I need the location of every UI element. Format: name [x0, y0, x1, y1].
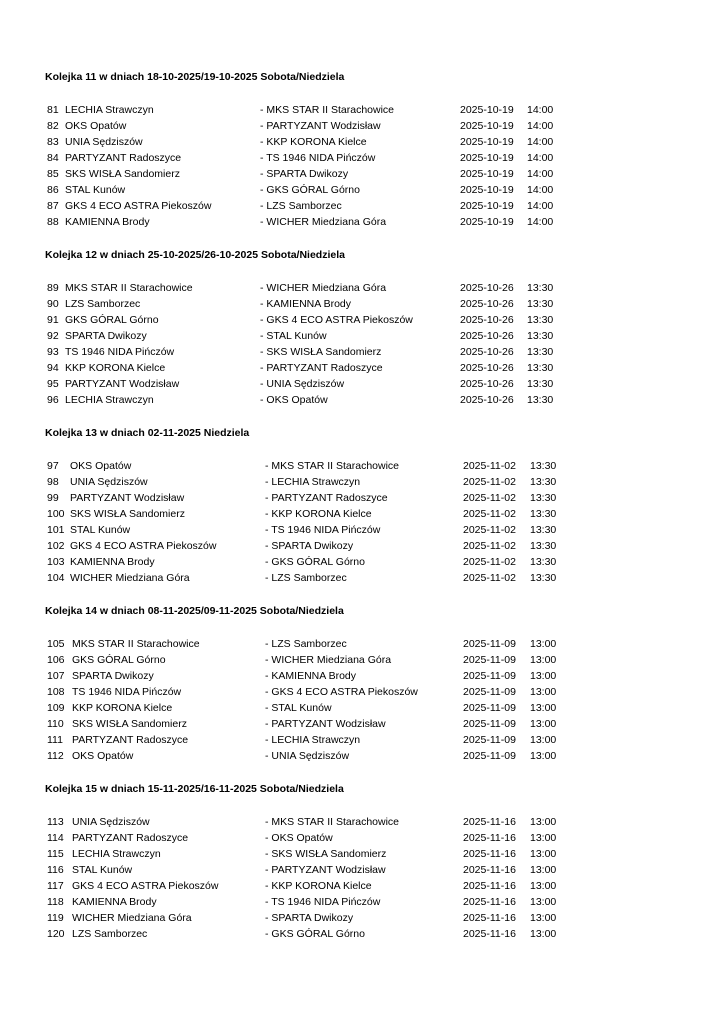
match-date: 2025-11-16	[463, 880, 516, 892]
match-row	[0, 700, 724, 716]
match-number: 112	[47, 750, 64, 762]
match-date: 2025-11-02	[463, 508, 516, 520]
match-time: 13:00	[530, 896, 557, 908]
home-team: WICHER Miedziana Góra	[70, 572, 190, 584]
match-date: 2025-10-19	[460, 104, 514, 116]
home-team: TS 1946 NIDA Pińczów	[65, 346, 175, 358]
away-team: - KKP KORONA Kielce	[260, 136, 367, 148]
home-team: KAMIENNA Brody	[70, 556, 155, 568]
match-row	[0, 522, 724, 538]
match-row	[0, 214, 724, 230]
match-date: 2025-10-26	[460, 298, 514, 310]
match-row	[0, 296, 724, 312]
match-time: 13:00	[530, 848, 557, 860]
away-team: - WICHER Miedziana Góra	[260, 282, 387, 294]
away-team: - STAL Kunów	[265, 702, 332, 714]
away-team: - LZS Samborzec	[260, 200, 342, 212]
match-time: 13:30	[530, 524, 557, 536]
home-team: STAL Kunów	[72, 864, 133, 876]
match-number: 101	[47, 524, 65, 536]
home-team: KKP KORONA Kielce	[65, 362, 166, 374]
away-team: - TS 1946 NIDA Pińczów	[260, 152, 376, 164]
match-row	[0, 150, 724, 166]
away-team: - LZS Samborzec	[265, 638, 347, 650]
away-team: - PARTYZANT Wodzisław	[260, 120, 381, 132]
match-row	[0, 570, 724, 586]
home-team: UNIA Sędziszów	[72, 816, 150, 828]
away-team: - LECHIA Strawczyn	[265, 476, 361, 488]
home-team: KAMIENNA Brody	[72, 896, 157, 908]
match-time: 13:30	[527, 282, 554, 294]
match-time: 13:30	[530, 492, 557, 504]
match-row	[0, 376, 724, 392]
home-team: UNIA Sędziszów	[65, 136, 143, 148]
round-title: Kolejka 13 w dniach 02-11-2025 Niedziela	[45, 427, 250, 439]
match-date: 2025-11-16	[463, 816, 516, 828]
home-team: PARTYZANT Radoszyce	[72, 734, 189, 746]
match-date: 2025-11-09	[463, 654, 516, 666]
match-date: 2025-10-26	[460, 282, 514, 294]
home-team: GKS 4 ECO ASTRA Piekoszów	[72, 880, 219, 892]
home-team: GKS 4 ECO ASTRA Piekoszów	[65, 200, 212, 212]
match-time: 13:00	[530, 638, 557, 650]
match-time: 13:00	[530, 750, 557, 762]
match-row	[0, 926, 724, 942]
home-team: GKS 4 ECO ASTRA Piekoszów	[70, 540, 217, 552]
match-date: 2025-10-19	[460, 168, 514, 180]
match-number: 110	[47, 718, 64, 730]
match-time: 13:30	[527, 378, 554, 390]
away-team: - PARTYZANT Radoszyce	[265, 492, 388, 504]
match-time: 14:00	[527, 168, 554, 180]
match-number: 86	[47, 184, 59, 196]
match-date: 2025-10-19	[460, 120, 514, 132]
match-time: 14:00	[527, 200, 554, 212]
match-date: 2025-10-19	[460, 216, 514, 228]
match-row	[0, 102, 724, 118]
match-row	[0, 554, 724, 570]
match-date: 2025-11-02	[463, 540, 516, 552]
match-number: 106	[47, 654, 65, 666]
away-team: - GKS GÓRAL Górno	[265, 556, 365, 568]
away-team: - PARTYZANT Wodzisław	[265, 864, 386, 876]
match-number: 97	[47, 460, 59, 472]
match-number: 96	[47, 394, 59, 406]
match-row	[0, 814, 724, 830]
match-row	[0, 830, 724, 846]
away-team: - UNIA Sędziszów	[265, 750, 350, 762]
match-date: 2025-10-19	[460, 152, 514, 164]
match-number: 113	[47, 816, 64, 828]
match-time: 13:30	[527, 298, 554, 310]
home-team: PARTYZANT Radoszyce	[72, 832, 189, 844]
match-number: 120	[47, 928, 65, 940]
match-time: 13:30	[527, 346, 554, 358]
match-date: 2025-10-19	[460, 200, 514, 212]
home-team: PARTYZANT Radoszyce	[65, 152, 182, 164]
match-number: 85	[47, 168, 59, 180]
match-date: 2025-11-16	[463, 864, 516, 876]
match-number: 91	[47, 314, 59, 326]
match-time: 13:30	[527, 394, 554, 406]
match-number: 107	[47, 670, 65, 682]
home-team: OKS Opatów	[72, 750, 134, 762]
match-time: 13:00	[530, 912, 557, 924]
match-number: 103	[47, 556, 65, 568]
home-team: LZS Samborzec	[72, 928, 148, 940]
home-team: LECHIA Strawczyn	[72, 848, 161, 860]
away-team: - UNIA Sędziszów	[260, 378, 345, 390]
match-date: 2025-11-09	[463, 686, 516, 698]
match-row	[0, 360, 724, 376]
home-team: SKS WISŁA Sandomierz	[72, 718, 187, 730]
match-number: 111	[47, 734, 63, 746]
match-time: 13:30	[530, 476, 557, 488]
match-time: 13:00	[530, 654, 557, 666]
away-team: - MKS STAR II Starachowice	[260, 104, 395, 116]
match-time: 13:30	[527, 330, 554, 342]
home-team: SKS WISŁA Sandomierz	[65, 168, 180, 180]
match-number: 90	[47, 298, 59, 310]
round-title: Kolejka 14 w dniach 08-11-2025/09-11-2025 Sobota/Niedziela	[45, 605, 344, 617]
match-number: 115	[47, 848, 64, 860]
match-row	[0, 118, 724, 134]
match-number: 117	[47, 880, 64, 892]
match-row	[0, 198, 724, 214]
home-team: MKS STAR II Starachowice	[72, 638, 200, 650]
match-time: 14:00	[527, 104, 554, 116]
match-date: 2025-11-02	[463, 492, 516, 504]
home-team: OKS Opatów	[70, 460, 132, 472]
home-team: SKS WISŁA Sandomierz	[70, 508, 185, 520]
away-team: - TS 1946 NIDA Pińczów	[265, 896, 381, 908]
match-time: 13:30	[527, 362, 554, 374]
match-number: 88	[47, 216, 59, 228]
away-team: - SPARTA Dwikozy	[265, 912, 354, 924]
home-team: STAL Kunów	[65, 184, 126, 196]
away-team: - LECHIA Strawczyn	[265, 734, 361, 746]
match-row	[0, 716, 724, 732]
away-team: - PARTYZANT Wodzisław	[265, 718, 386, 730]
away-team: - SPARTA Dwikozy	[260, 168, 349, 180]
match-time: 14:00	[527, 120, 554, 132]
match-date: 2025-11-09	[463, 718, 516, 730]
match-date: 2025-10-19	[460, 136, 514, 148]
match-row	[0, 474, 724, 490]
match-time: 13:00	[530, 864, 557, 876]
match-number: 89	[47, 282, 59, 294]
match-number: 109	[47, 702, 65, 714]
match-time: 14:00	[527, 216, 554, 228]
match-date: 2025-10-26	[460, 314, 514, 326]
away-team: - SKS WISŁA Sandomierz	[260, 346, 382, 358]
match-row	[0, 506, 724, 522]
match-row	[0, 328, 724, 344]
home-team: MKS STAR II Starachowice	[65, 282, 193, 294]
match-row	[0, 636, 724, 652]
away-team: - OKS Opatów	[265, 832, 333, 844]
round-title: Kolejka 12 w dniach 25-10-2025/26-10-2025 Sobota/Niedziela	[45, 249, 345, 261]
round-title: Kolejka 15 w dniach 15-11-2025/16-11-2025 Sobota/Niedziela	[45, 783, 344, 795]
match-time: 13:00	[530, 928, 557, 940]
away-team: - MKS STAR II Starachowice	[265, 460, 400, 472]
match-date: 2025-10-19	[460, 184, 514, 196]
match-number: 92	[47, 330, 59, 342]
home-team: LECHIA Strawczyn	[65, 394, 154, 406]
match-number: 114	[47, 832, 64, 844]
match-date: 2025-11-16	[463, 928, 516, 940]
match-date: 2025-10-26	[460, 394, 514, 406]
match-number: 119	[47, 912, 64, 924]
home-team: OKS Opatów	[65, 120, 127, 132]
home-team: TS 1946 NIDA Pińczów	[72, 686, 182, 698]
away-team: - LZS Samborzec	[265, 572, 347, 584]
home-team: LZS Samborzec	[65, 298, 141, 310]
match-date: 2025-11-02	[463, 476, 516, 488]
match-time: 13:00	[530, 702, 557, 714]
away-team: - TS 1946 NIDA Pińczów	[265, 524, 381, 536]
match-number: 118	[47, 896, 64, 908]
match-date: 2025-11-16	[463, 832, 516, 844]
match-time: 13:00	[530, 734, 557, 746]
home-team: STAL Kunów	[70, 524, 131, 536]
match-time: 13:30	[530, 572, 557, 584]
match-date: 2025-10-26	[460, 378, 514, 390]
away-team: - KKP KORONA Kielce	[265, 508, 372, 520]
match-number: 108	[47, 686, 65, 698]
match-time: 13:30	[527, 314, 554, 326]
match-time: 13:30	[530, 540, 557, 552]
home-team: WICHER Miedziana Góra	[72, 912, 192, 924]
away-team: - GKS 4 ECO ASTRA Piekoszów	[260, 314, 413, 326]
home-team: PARTYZANT Wodzisław	[70, 492, 185, 504]
home-team: GKS GÓRAL Górno	[72, 654, 166, 666]
match-time: 13:00	[530, 670, 557, 682]
match-number: 104	[47, 572, 65, 584]
home-team: SPARTA Dwikozy	[65, 330, 147, 342]
match-time: 13:00	[530, 832, 557, 844]
match-row	[0, 668, 724, 684]
match-row	[0, 312, 724, 328]
match-time: 13:00	[530, 880, 557, 892]
match-date: 2025-11-02	[463, 572, 516, 584]
match-number: 94	[47, 362, 59, 374]
away-team: - KAMIENNA Brody	[265, 670, 357, 682]
match-date: 2025-11-09	[463, 734, 516, 746]
match-row	[0, 684, 724, 700]
match-time: 13:00	[530, 686, 557, 698]
match-date: 2025-11-16	[463, 896, 516, 908]
match-time: 14:00	[527, 152, 554, 164]
match-number: 102	[47, 540, 65, 552]
match-date: 2025-11-02	[463, 524, 516, 536]
away-team: - WICHER Miedziana Góra	[265, 654, 392, 666]
home-team: SPARTA Dwikozy	[72, 670, 154, 682]
home-team: KKP KORONA Kielce	[72, 702, 173, 714]
match-row	[0, 280, 724, 296]
match-number: 98	[47, 476, 59, 488]
match-row	[0, 490, 724, 506]
match-date: 2025-10-26	[460, 346, 514, 358]
match-number: 81	[47, 104, 59, 116]
match-number: 105	[47, 638, 65, 650]
match-number: 82	[47, 120, 59, 132]
away-team: - GKS GÓRAL Górno	[265, 928, 365, 940]
away-team: - WICHER Miedziana Góra	[260, 216, 387, 228]
home-team: KAMIENNA Brody	[65, 216, 150, 228]
match-row	[0, 910, 724, 926]
match-row	[0, 652, 724, 668]
match-number: 87	[47, 200, 59, 212]
match-number: 84	[47, 152, 59, 164]
match-time: 13:30	[530, 460, 557, 472]
match-time: 14:00	[527, 184, 554, 196]
match-number: 99	[47, 492, 59, 504]
match-row	[0, 538, 724, 554]
match-row	[0, 182, 724, 198]
away-team: - GKS 4 ECO ASTRA Piekoszów	[265, 686, 418, 698]
match-row	[0, 862, 724, 878]
match-date: 2025-11-09	[463, 638, 516, 650]
match-number: 93	[47, 346, 59, 358]
away-team: - STAL Kunów	[260, 330, 327, 342]
match-time: 13:00	[530, 816, 557, 828]
match-date: 2025-11-09	[463, 670, 516, 682]
match-date: 2025-11-16	[463, 848, 516, 860]
away-team: - GKS GÓRAL Górno	[260, 184, 360, 196]
match-date: 2025-10-26	[460, 330, 514, 342]
match-row	[0, 458, 724, 474]
match-date: 2025-11-16	[463, 912, 516, 924]
match-row	[0, 392, 724, 408]
match-row	[0, 344, 724, 360]
match-date: 2025-11-09	[463, 702, 516, 714]
home-team: UNIA Sędziszów	[70, 476, 148, 488]
home-team: PARTYZANT Wodzisław	[65, 378, 180, 390]
match-number: 116	[47, 864, 64, 876]
match-number: 83	[47, 136, 59, 148]
match-number: 100	[47, 508, 65, 520]
away-team: - KAMIENNA Brody	[260, 298, 352, 310]
away-team: - OKS Opatów	[260, 394, 328, 406]
match-row	[0, 894, 724, 910]
match-date: 2025-11-02	[463, 460, 516, 472]
match-row	[0, 846, 724, 862]
match-date: 2025-10-26	[460, 362, 514, 374]
match-time: 13:00	[530, 718, 557, 730]
match-row	[0, 748, 724, 764]
away-team: - KKP KORONA Kielce	[265, 880, 372, 892]
match-time: 13:30	[530, 508, 557, 520]
away-team: - PARTYZANT Radoszyce	[260, 362, 383, 374]
home-team: LECHIA Strawczyn	[65, 104, 154, 116]
away-team: - MKS STAR II Starachowice	[265, 816, 400, 828]
away-team: - SPARTA Dwikozy	[265, 540, 354, 552]
home-team: GKS GÓRAL Górno	[65, 314, 159, 326]
match-number: 95	[47, 378, 59, 390]
match-date: 2025-11-09	[463, 750, 516, 762]
away-team: - SKS WISŁA Sandomierz	[265, 848, 387, 860]
match-row	[0, 732, 724, 748]
match-time: 14:00	[527, 136, 554, 148]
match-row	[0, 878, 724, 894]
match-date: 2025-11-02	[463, 556, 516, 568]
round-title: Kolejka 11 w dniach 18-10-2025/19-10-2025 Sobota/Niedziela	[45, 71, 345, 83]
match-time: 13:30	[530, 556, 557, 568]
match-row	[0, 166, 724, 182]
match-row	[0, 134, 724, 150]
